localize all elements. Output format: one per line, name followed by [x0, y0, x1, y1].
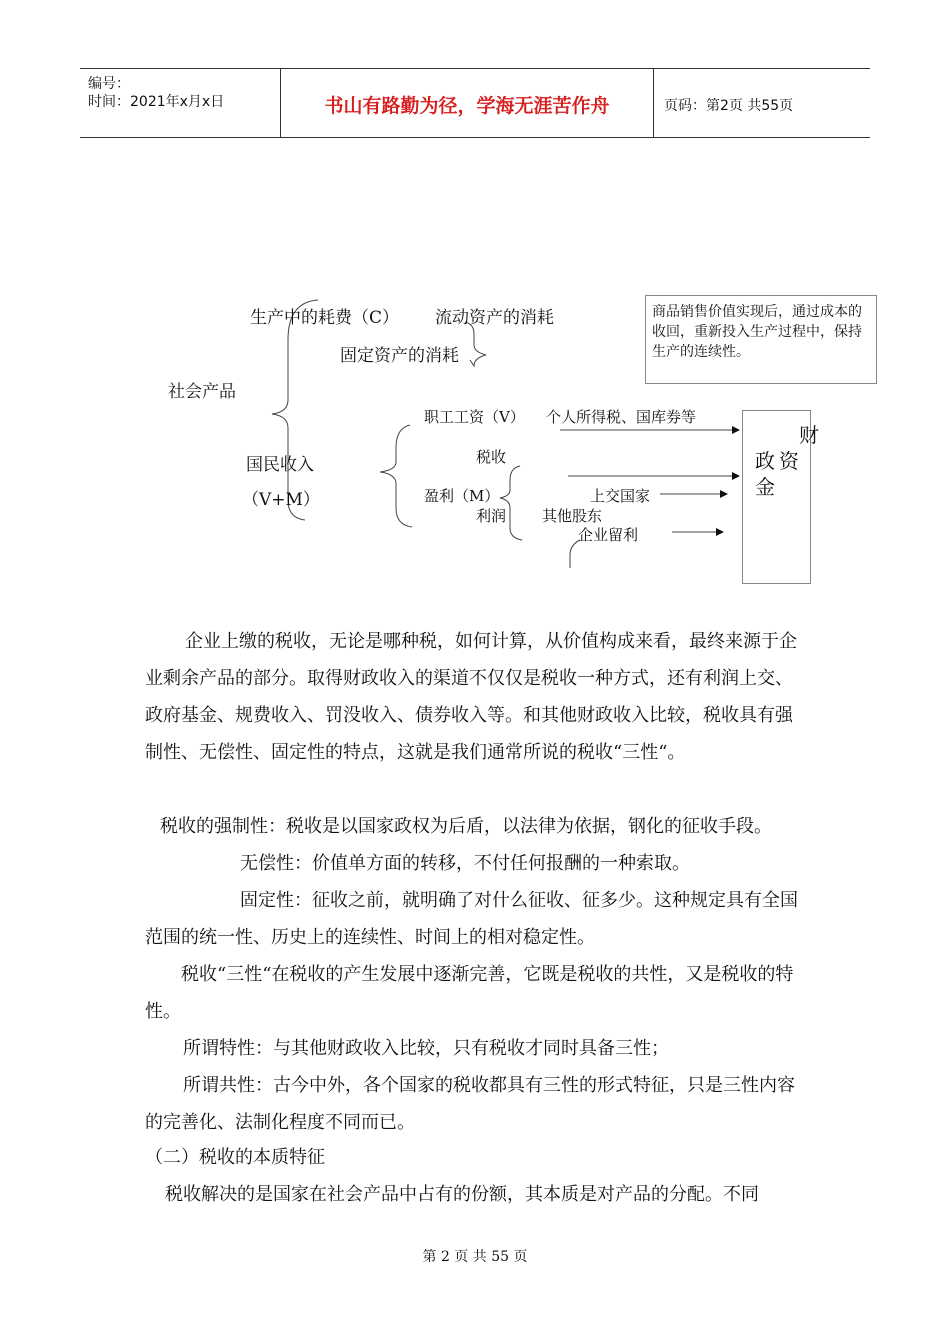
brace-profit — [500, 466, 522, 540]
retained-label: 企业留利 — [578, 526, 639, 544]
paragraph-gratuitous: 无偿性：价值单方面的转移，不付任何报酬的一种索取。 — [240, 853, 690, 874]
tax-label: 税收 — [476, 448, 507, 466]
arrowhead-to-state — [720, 490, 728, 498]
arrowhead-retained — [716, 528, 724, 536]
social-product-label: 社会产品 — [168, 382, 236, 402]
note-box: 商品销售价值实现后，通过成本的收回，重新投入生产过程中，保持生产的连续性。 — [645, 295, 877, 384]
section-heading: （二）税收的本质特征 — [145, 1147, 325, 1168]
wages-note-label: 个人所得税、国库券等 — [546, 408, 697, 426]
consumption-label: 生产中的耗费（C） — [250, 308, 400, 328]
fund-char-4: 金 — [755, 475, 775, 499]
fund-char-2: 政 — [755, 449, 775, 473]
page-footer: 第 2 页 共 55 页 — [422, 1249, 528, 1265]
arrowhead-tax — [732, 472, 740, 480]
brace-consumption — [465, 322, 486, 366]
wages-label: 职工工资（V） — [424, 408, 525, 426]
paragraph-essence: 税收解决的是国家在社会产品中占有的份额，其本质是对产品的分配。不同 — [165, 1184, 759, 1205]
brace-national-income — [380, 425, 412, 527]
page-info: 页码：第2页 共55页 — [664, 98, 794, 114]
profit-label: 盈利（M） — [424, 487, 500, 505]
vm-label: （V+M） — [242, 490, 320, 510]
paragraph-specificity: 所谓特性：与其他财政收入比较，只有税收才同时具备三性； — [183, 1038, 669, 1059]
motto: 书山有路勤为径，学海无涯苦作舟 — [324, 95, 610, 117]
national-income-label: 国民收入 — [246, 455, 314, 475]
paragraph-commonality: 所谓共性：古今中外，各个国家的税收都具有三性的形式特征，只是三性内容的完善化、法制化程度不同而已。 — [145, 1075, 795, 1133]
to-state-label: 上交国家 — [590, 487, 651, 505]
paragraph-fixed: 固定性：征收之前，就明确了对什么征收、征多少。这种规定具有全国范围的统一性、历史上的连续性、时间上的相对稳定性。 — [145, 890, 798, 948]
arrowhead-wages — [732, 426, 740, 434]
fiscal-fund-box — [742, 410, 819, 584]
profit-sub-label: 利润 — [476, 507, 507, 525]
fixed-assets-label: 固定资产的消耗 — [340, 346, 459, 366]
paragraph-coercive: 税收的强制性：税收是以国家政权为后盾，以法律为依据，钢化的征收手段。 — [160, 816, 772, 837]
current-assets-label: 流动资产的消耗 — [435, 308, 554, 328]
fund-char-1: 财 — [799, 423, 819, 447]
number-label: 编号： — [88, 76, 130, 92]
fund-char-3: 资 — [779, 449, 799, 473]
shareholders-label: 其他股东 — [542, 507, 603, 525]
paragraph-1: 企业上缴的税收，无论是哪种税，如何计算，从价值构成来看，最终来源于企业剩余产品的部分。取得财政收入的渠道不仅仅是税收一种方式，还有利润上交、政府基金、规费收入、罚没收入、债券收入等。和其他财政收入比较，税收具有强制性、无偿性、固定性的特点，这就是我们通常所说的税收“三性“。 — [145, 631, 797, 763]
paragraph-three-natures: 税收“三性“在税收的产生发展中逐渐完善，它既是税收的共性，又是税收的特性。 — [145, 964, 794, 1022]
time-label: 时间：2021年x月x日 — [88, 94, 225, 110]
